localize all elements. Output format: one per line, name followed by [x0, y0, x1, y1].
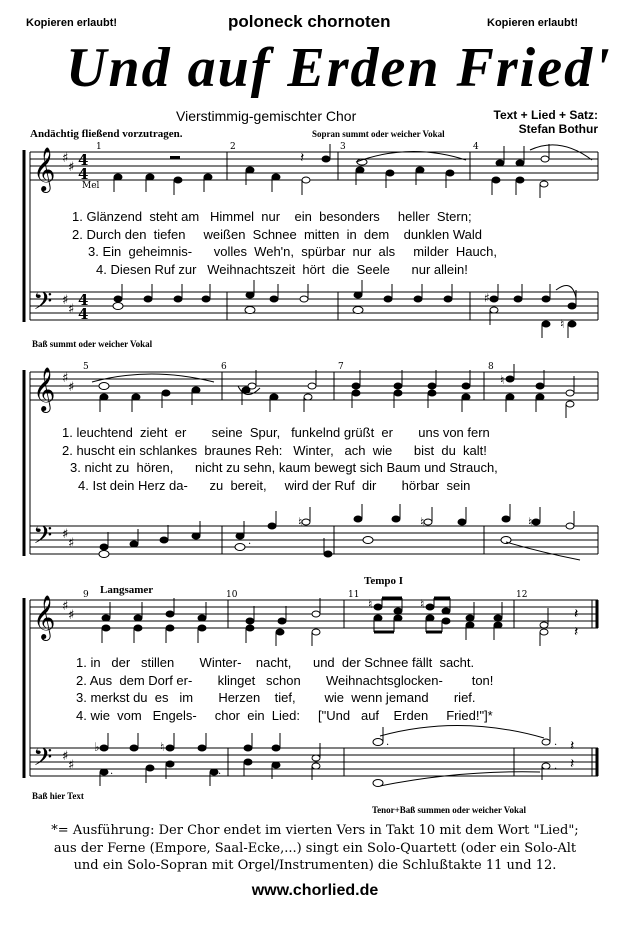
svg-text:4: 4	[78, 151, 89, 169]
svg-text:♯: ♯	[62, 749, 69, 764]
svg-text:𝄽: 𝄽	[570, 756, 575, 772]
svg-text:♮: ♮	[420, 515, 425, 529]
svg-text:♯: ♯	[68, 608, 75, 623]
svg-text:4: 4	[78, 165, 89, 183]
bar-number: 10	[226, 590, 238, 600]
svg-text:♯: ♯	[62, 527, 69, 542]
lyric-verse-1: 1. Glänzend steht am Himmel nur ein besonders heller Stern;	[72, 209, 472, 224]
bar-number: 4	[473, 142, 479, 152]
bar-number: 7	[338, 362, 344, 372]
bar-number: 5	[83, 362, 89, 372]
svg-text:𝄽: 𝄽	[574, 624, 579, 640]
lyric-verse-1: 1. in der stillen Winter- nacht, und der Schnee fällt sacht.	[76, 655, 475, 670]
footnote-line: *= Ausführung: Der Chor endet im vierten Vers in Takt 10 mit dem Wort "Lied";	[51, 823, 579, 838]
lyric-verse-2: 2. huscht ein schlankes braunes Reh: Winter, ach wie bist du kalt!	[62, 442, 487, 458]
publisher-name: poloneck chornoten	[228, 12, 391, 31]
svg-text:♮: ♮	[368, 597, 373, 611]
svg-text:♯: ♯	[68, 380, 75, 395]
svg-text:𝄽: 𝄽	[574, 606, 579, 622]
mel-label: Mel	[82, 181, 100, 191]
bar-number: 3	[340, 142, 346, 152]
svg-text:♯: ♯	[484, 291, 490, 305]
svg-text:♯: ♯	[62, 151, 69, 166]
treble-clef-icon: 𝄞	[33, 367, 56, 411]
svg-text:.: .	[110, 766, 114, 777]
lyric-verse-3: 3. merkst du es im Herzen tief, wie wenn jemand rief.	[76, 690, 476, 705]
lyric-verse-3: 3. nicht zu hören, nicht zu sehn, kaum bewegt sich Baum und Strauch,	[70, 460, 498, 475]
lyrics-system-3	[76, 654, 493, 724]
lyric-verse-2: 2. Durch den tiefen weißen Schnee mitten in dem dunklen Wald	[72, 226, 482, 242]
svg-text:𝄽: 𝄽	[570, 738, 575, 754]
bar-number: 1	[96, 142, 102, 152]
svg-text:♮: ♮	[420, 597, 425, 611]
svg-text:♯: ♯	[68, 160, 75, 175]
svg-text:♯: ♯	[62, 293, 69, 308]
tempo-marking-1: Andächtig fließend vorzutragen.	[30, 128, 183, 140]
tempo-marking-langsamer: Langsamer	[100, 584, 154, 596]
copy-allowed-right: Kopieren erlaubt!	[487, 17, 579, 29]
subtitle: Vierstimmig-gemischter Chor	[176, 108, 357, 124]
footnote-line: aus der Ferne (Empore, Saal-Ecke,...) singt ein Solo-Quartett (oder ein Solo-Alt	[53, 840, 577, 856]
bass-clef-icon: 𝄢	[33, 521, 53, 556]
treble-clef-icon: 𝄞	[33, 147, 56, 191]
credits-line1: Text + Lied + Satz:	[493, 108, 598, 122]
bass-clef-icon: 𝄢	[33, 287, 53, 322]
svg-text:♮: ♮	[528, 515, 533, 529]
svg-text:♯: ♯	[62, 599, 69, 614]
bar-number: 6	[221, 362, 227, 372]
svg-text:♮: ♮	[160, 740, 165, 754]
bar-number: 9	[83, 590, 89, 600]
svg-text:4: 4	[78, 305, 89, 323]
lyric-verse-1: 1. leuchtend zieht er seine Spur, funkelnd grüßt er uns von fern	[62, 425, 490, 440]
svg-text:♮: ♮	[500, 373, 505, 387]
copy-allowed-left: Kopieren erlaubt!	[26, 17, 118, 29]
bar-number: 11	[348, 590, 360, 600]
bass-clef-icon: 𝄢	[33, 743, 53, 778]
lyric-verse-4: 4. wie vom Engels- chor ein Lied: ["Und auf Erden Fried!"]*	[76, 707, 493, 723]
svg-text:.: .	[386, 737, 390, 748]
bar-number: 2	[230, 142, 236, 152]
bass-text-note: Baß hier Text	[32, 791, 84, 801]
bar-number: 8	[488, 362, 494, 372]
svg-text:♮: ♮	[298, 515, 303, 529]
svg-text:♯: ♯	[68, 302, 75, 317]
bar-number: 12	[516, 590, 528, 600]
tenor-bass-note: Tenor+Baß summen oder weicher Vokal	[372, 805, 526, 815]
svg-text:4: 4	[78, 291, 89, 309]
svg-text:𝄽: 𝄽	[300, 150, 305, 166]
credits-line2: Stefan Bothur	[518, 122, 598, 136]
lyric-verse-3: 3. Ein geheimnis- volles Weh'n, spürbar nur als milder Hauch,	[88, 244, 498, 259]
lyric-verse-4: 4. Diesen Ruf zur Weihnachtszeit hört die Seele nur allein!	[96, 261, 468, 277]
svg-text:♯: ♯	[68, 536, 75, 551]
lyrics-system-2	[62, 424, 498, 494]
credits	[452, 108, 598, 136]
treble-clef-icon: 𝄞	[33, 595, 56, 639]
bass-note: Baß summt oder weicher Vokal	[32, 339, 153, 349]
svg-text:♯: ♯	[62, 371, 69, 386]
svg-text:.: .	[554, 761, 558, 772]
lyric-verse-4: 4. Ist dein Herz da- zu bereit, wird der Ruf dir hörbar sein	[78, 477, 471, 493]
svg-text:.: .	[248, 536, 252, 547]
svg-text:♯: ♯	[68, 758, 75, 773]
svg-text:♮: ♮	[560, 317, 565, 331]
footnote	[0, 822, 630, 875]
svg-text:♭: ♭	[94, 740, 100, 754]
website-link[interactable]: www.chorlied.de	[251, 882, 379, 899]
lyrics-system-1	[72, 208, 497, 278]
soprano-note: Sopran summt oder weicher Vokal	[312, 129, 445, 139]
footnote-line: und ein Solo-Sopran mit Orgel/Instrumenten) die Schlußtakte 11 und 12.	[73, 858, 557, 874]
tempo-marking-tempo-i: Tempo I	[364, 575, 404, 587]
song-title: Und auf Erden Fried'	[66, 37, 612, 99]
svg-text:.: .	[218, 766, 222, 777]
svg-text:.: .	[554, 737, 558, 748]
lyric-verse-2: 2. Aus dem Dorf er- klinget schon Weihnachtsglocken- ton!	[76, 672, 494, 688]
